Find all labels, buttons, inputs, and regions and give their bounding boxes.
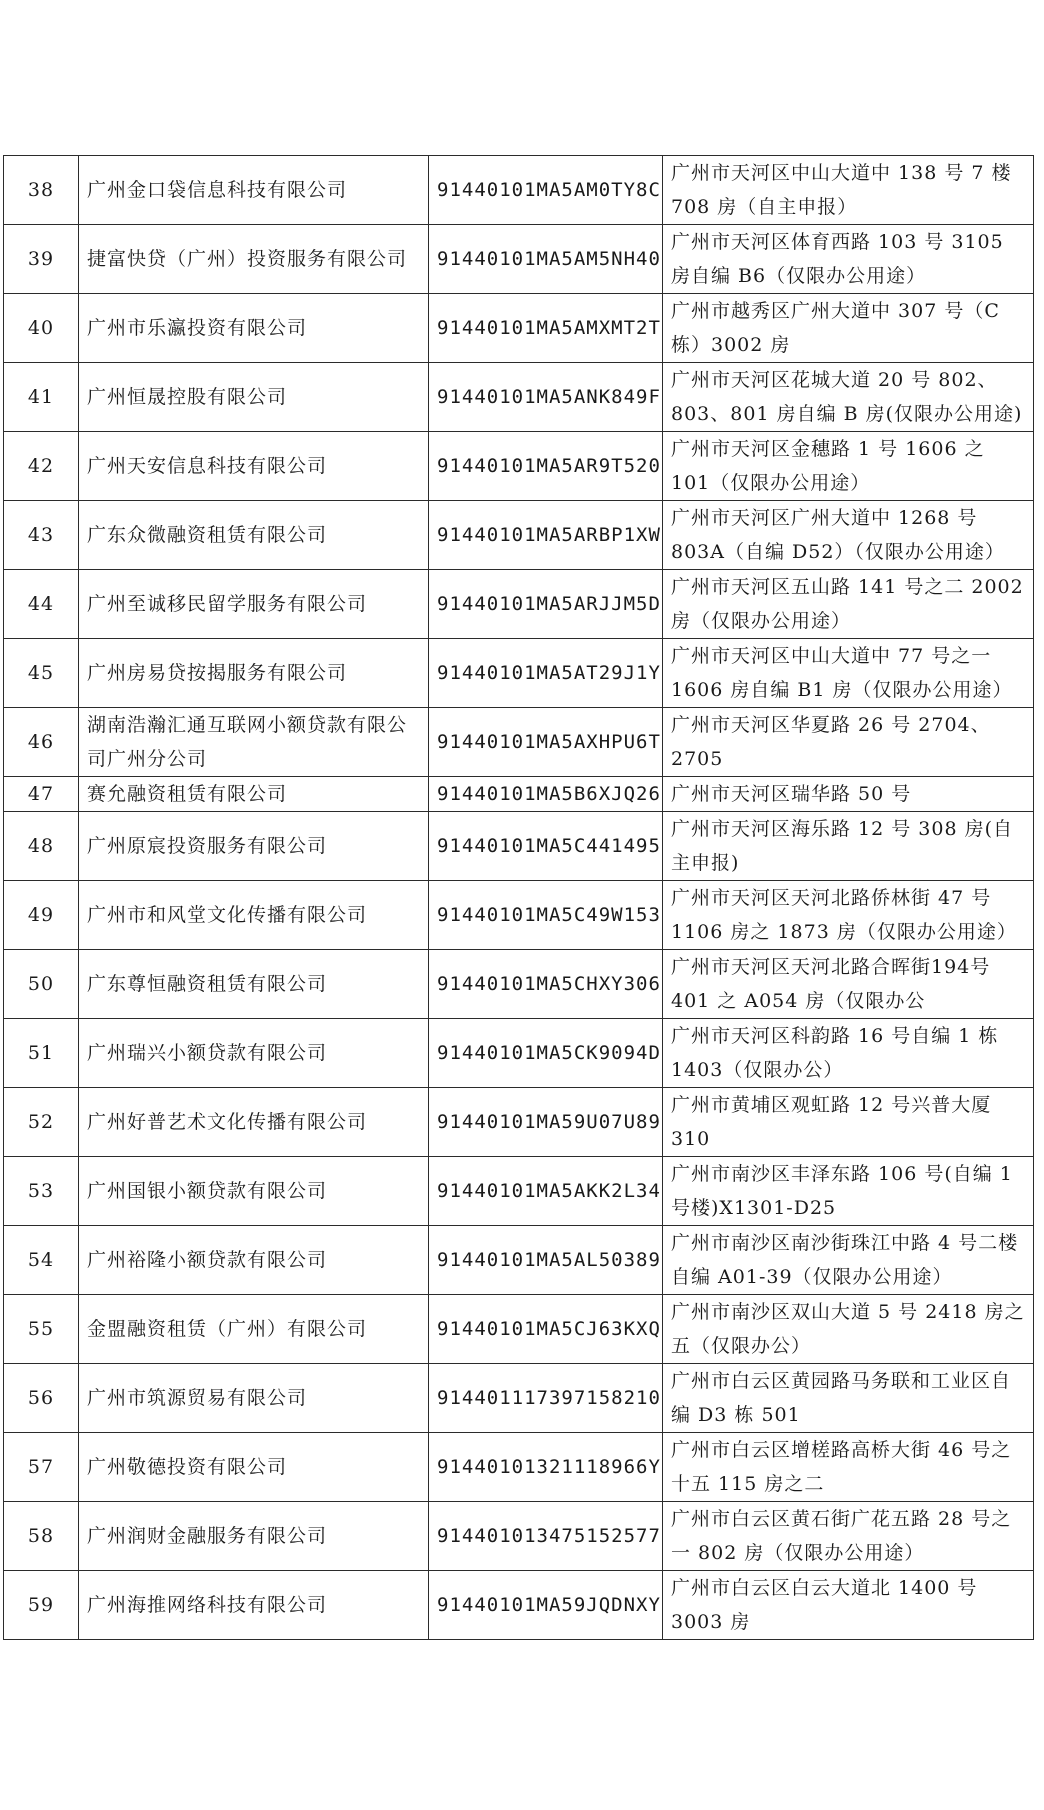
table-row <box>4 1364 1034 1433</box>
table-row <box>4 501 1034 570</box>
company-name: 广州市筑源贸易有限公司 <box>79 1364 429 1433</box>
company-address: 广州市天河区中山大道中 77 号之一 1606 房自编 B1 房（仅限办公用途） <box>663 639 1034 708</box>
credit-code: 91440101MA5ANK849F <box>429 363 663 432</box>
row-number: 59 <box>4 1571 79 1640</box>
table-row <box>4 1226 1034 1295</box>
company-name: 广州金口袋信息科技有限公司 <box>79 156 429 225</box>
credit-code: 91440101MA5AXHPU6T <box>429 708 663 777</box>
company-address: 广州市天河区花城大道 20 号 802、803、801 房自编 B 房(仅限办公用途) <box>663 363 1034 432</box>
row-number: 39 <box>4 225 79 294</box>
credit-code: 91440101MA5ARBP1XW <box>429 501 663 570</box>
row-number: 40 <box>4 294 79 363</box>
row-number: 50 <box>4 950 79 1019</box>
credit-code: 91440101MA5CK9094D <box>429 1019 663 1088</box>
row-number: 41 <box>4 363 79 432</box>
company-address: 广州市白云区黄石街广花五路 28 号之一 802 房（仅限办公用途） <box>663 1502 1034 1571</box>
row-number: 48 <box>4 812 79 881</box>
credit-code: 91440101MA5AR9T520 <box>429 432 663 501</box>
credit-code: 91440101MA5C441495 <box>429 812 663 881</box>
company-address: 广州市天河区海乐路 12 号 308 房(自主申报) <box>663 812 1034 881</box>
company-address: 广州市黄埔区观虹路 12 号兴普大厦 310 <box>663 1088 1034 1157</box>
table-row <box>4 1295 1034 1364</box>
row-number: 56 <box>4 1364 79 1433</box>
row-number: 52 <box>4 1088 79 1157</box>
row-number: 58 <box>4 1502 79 1571</box>
credit-code: 91440101MA59JQDNXY <box>429 1571 663 1640</box>
row-number: 49 <box>4 881 79 950</box>
company-name: 广州好普艺术文化传播有限公司 <box>79 1088 429 1157</box>
row-number: 51 <box>4 1019 79 1088</box>
company-name: 广州国银小额贷款有限公司 <box>79 1157 429 1226</box>
company-name: 广州房易贷按揭服务有限公司 <box>79 639 429 708</box>
company-name: 广州市和风堂文化传播有限公司 <box>79 881 429 950</box>
row-number: 38 <box>4 156 79 225</box>
credit-code: 91440101MA5AL50389 <box>429 1226 663 1295</box>
company-name: 湖南浩瀚汇通互联网小额贷款有限公司广州分公司 <box>79 708 429 777</box>
credit-code: 91440101MA5B6XJQ26 <box>429 777 663 812</box>
table-row <box>4 1433 1034 1502</box>
table-body <box>4 156 1034 1640</box>
credit-code: 91440101MA5AMXMT2T <box>429 294 663 363</box>
company-address: 广州市南沙区丰泽东路 106 号(自编 1 号楼)X1301-D25 <box>663 1157 1034 1226</box>
row-number: 55 <box>4 1295 79 1364</box>
company-name: 捷富快贷（广州）投资服务有限公司 <box>79 225 429 294</box>
company-name: 广州瑞兴小额贷款有限公司 <box>79 1019 429 1088</box>
credit-code: 91440101321118966Y <box>429 1433 663 1502</box>
table-row <box>4 812 1034 881</box>
table-row <box>4 1571 1034 1640</box>
company-address: 广州市天河区五山路 141 号之二 2002 房（仅限办公用途） <box>663 570 1034 639</box>
table-row <box>4 777 1034 812</box>
row-number: 44 <box>4 570 79 639</box>
table-row <box>4 950 1034 1019</box>
credit-code: 914401117397158210 <box>429 1364 663 1433</box>
company-address: 广州市越秀区广州大道中 307 号（C 栋）3002 房 <box>663 294 1034 363</box>
company-name: 广州至诚移民留学服务有限公司 <box>79 570 429 639</box>
credit-code: 91440101MA5C49W153 <box>429 881 663 950</box>
company-address: 广州市白云区白云大道北 1400 号 3003 房 <box>663 1571 1034 1640</box>
credit-code: 91440101MA5CHXY306 <box>429 950 663 1019</box>
row-number: 53 <box>4 1157 79 1226</box>
company-name: 广州敬德投资有限公司 <box>79 1433 429 1502</box>
company-address: 广州市天河区华夏路 26 号 2704、2705 <box>663 708 1034 777</box>
row-number: 54 <box>4 1226 79 1295</box>
credit-code: 914401013475152577 <box>429 1502 663 1571</box>
table-row <box>4 432 1034 501</box>
credit-code: 91440101MA5AT29J1Y <box>429 639 663 708</box>
row-number: 46 <box>4 708 79 777</box>
table-row <box>4 639 1034 708</box>
company-name: 广州市乐瀛投资有限公司 <box>79 294 429 363</box>
company-address: 广州市南沙区双山大道 5 号 2418 房之五（仅限办公） <box>663 1295 1034 1364</box>
row-number: 57 <box>4 1433 79 1502</box>
company-address: 广州市白云区黄园路马务联和工业区自编 D3 栋 501 <box>663 1364 1034 1433</box>
row-number: 45 <box>4 639 79 708</box>
company-address: 广州市天河区天河北路侨林街 47 号 1106 房之 1873 房（仅限办公用途） <box>663 881 1034 950</box>
credit-code: 91440101MA5AKK2L34 <box>429 1157 663 1226</box>
table-row <box>4 1502 1034 1571</box>
credit-code: 91440101MA5AM5NH40 <box>429 225 663 294</box>
company-name: 广州润财金融服务有限公司 <box>79 1502 429 1571</box>
company-address: 广州市天河区科韵路 16 号自编 1 栋 1403（仅限办公） <box>663 1019 1034 1088</box>
company-address: 广州市南沙区南沙街珠江中路 4 号二楼自编 A01-39（仅限办公用途） <box>663 1226 1034 1295</box>
table-row <box>4 881 1034 950</box>
company-address: 广州市天河区广州大道中 1268 号 803A（自编 D52）（仅限办公用途） <box>663 501 1034 570</box>
table-row <box>4 1019 1034 1088</box>
table-row <box>4 225 1034 294</box>
company-address: 广州市天河区金穗路 1 号 1606 之 101（仅限办公用途） <box>663 432 1034 501</box>
company-address: 广州市天河区瑞华路 50 号 <box>663 777 1034 812</box>
company-name: 广州天安信息科技有限公司 <box>79 432 429 501</box>
company-name: 金盟融资租赁（广州）有限公司 <box>79 1295 429 1364</box>
company-address: 广州市天河区中山大道中 138 号 7 楼 708 房（自主申报） <box>663 156 1034 225</box>
table-row <box>4 1157 1034 1226</box>
table-row <box>4 708 1034 777</box>
company-address: 广州市白云区增槎路高桥大街 46 号之十五 115 房之二 <box>663 1433 1034 1502</box>
table-row <box>4 363 1034 432</box>
company-name: 广州海推网络科技有限公司 <box>79 1571 429 1640</box>
table-row <box>4 294 1034 363</box>
company-registry-table <box>3 155 1034 1640</box>
table-row <box>4 1088 1034 1157</box>
company-name: 广州裕隆小额贷款有限公司 <box>79 1226 429 1295</box>
credit-code: 91440101MA5CJ63KXQ <box>429 1295 663 1364</box>
row-number: 42 <box>4 432 79 501</box>
company-name: 赛允融资租赁有限公司 <box>79 777 429 812</box>
row-number: 47 <box>4 777 79 812</box>
table-row <box>4 570 1034 639</box>
company-name: 广州原宸投资服务有限公司 <box>79 812 429 881</box>
company-name: 广东尊恒融资租赁有限公司 <box>79 950 429 1019</box>
credit-code: 91440101MA59U07U89 <box>429 1088 663 1157</box>
table-row <box>4 156 1034 225</box>
company-name: 广州恒晟控股有限公司 <box>79 363 429 432</box>
company-address: 广州市天河区体育西路 103 号 3105 房自编 B6（仅限办公用途） <box>663 225 1034 294</box>
row-number: 43 <box>4 501 79 570</box>
company-name: 广东众微融资租赁有限公司 <box>79 501 429 570</box>
credit-code: 91440101MA5AM0TY8C <box>429 156 663 225</box>
credit-code: 91440101MA5ARJJM5D <box>429 570 663 639</box>
company-address: 广州市天河区天河北路合晖街194号 401 之 A054 房（仅限办公 <box>663 950 1034 1019</box>
